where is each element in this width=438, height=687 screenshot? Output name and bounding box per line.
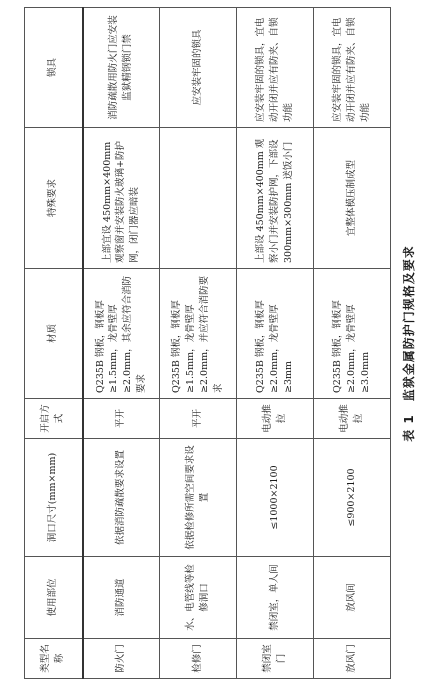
- cell-size: 依据消防疏散要求设置: [83, 439, 160, 557]
- cell-location: 水、电管线等检修洞口: [160, 557, 237, 639]
- cell-special: [160, 128, 237, 269]
- cell-special: 上部宜设 450mm×400mm 观察窗并安装防火玻璃+防护网，闭门器应暗装: [83, 128, 160, 269]
- cell-size: ≤900×2100: [314, 439, 391, 557]
- cell-opening: 平开: [160, 399, 237, 439]
- door-spec-table: [24, 7, 391, 679]
- cell-size: ≤1000×2100: [237, 439, 314, 557]
- cell-material: Q235B 钢板，钢板厚≥1.5mm，龙骨壁厚≥2.0mm，其余应符合消防要求: [83, 269, 160, 399]
- cell-type: 禁闭室门: [237, 639, 314, 679]
- cell-opening: 电动推拉: [314, 399, 391, 439]
- cell-material: Q235B 钢板，钢板厚≥1.5mm，龙骨壁厚≥2.0mm，并应符合消防要求: [160, 269, 237, 399]
- header-material: 材质: [25, 269, 83, 399]
- header-special: 特殊要求: [25, 128, 83, 269]
- cell-location: 消防通道: [83, 557, 160, 639]
- cell-special: 宜整体模压制成型: [314, 128, 391, 269]
- cell-location: 禁闭室，单人间: [237, 557, 314, 639]
- cell-lock: 消防疏散用防火门应安装监狱精钢锁门禁: [83, 8, 160, 128]
- cell-lock: 应安装牢固的锁具: [160, 8, 237, 128]
- header-location: 使用部位: [25, 557, 83, 639]
- cell-type: 放风门: [314, 639, 391, 679]
- cell-material: Q235B 钢板，钢板厚≥2.0mm，龙骨壁厚≥3mm: [237, 269, 314, 399]
- header-type: 类型名称: [25, 639, 83, 679]
- cell-special: 上部设 450mm×400mm 观察小门并安装防护网，下部设 300mm×300mm 送饭小门: [237, 128, 314, 269]
- cell-lock: 应安装牢固的锁具，宜电动开闭并应有防夹、自锁功能: [314, 8, 391, 128]
- cell-type: 防火门: [83, 639, 160, 679]
- table-row: [314, 8, 391, 679]
- cell-material: Q235B 钢板，钢板厚≥2.0mm，龙骨壁厚≥3.0mm: [314, 269, 391, 399]
- header-opening: 开启方式: [25, 399, 83, 439]
- header-lock: 锁具: [25, 8, 83, 128]
- table-row: [160, 8, 237, 679]
- table-title: 表 1 监狱金属防护门规格及要求: [402, 245, 416, 442]
- cell-opening: 电动推拉: [237, 399, 314, 439]
- table-row: [237, 8, 314, 679]
- cell-lock: 应安装牢固的锁具，宜电动开闭并应有防夹、自锁功能: [237, 8, 314, 128]
- cell-opening: 平开: [83, 399, 160, 439]
- table-header-row: [25, 8, 83, 679]
- header-size: 洞口尺寸(mm×mm): [25, 439, 83, 557]
- table-row: [83, 8, 160, 679]
- cell-type: 检修门: [160, 639, 237, 679]
- cell-location: 放风间: [314, 557, 391, 639]
- cell-size: 依据检修所需空间要求设置: [160, 439, 237, 557]
